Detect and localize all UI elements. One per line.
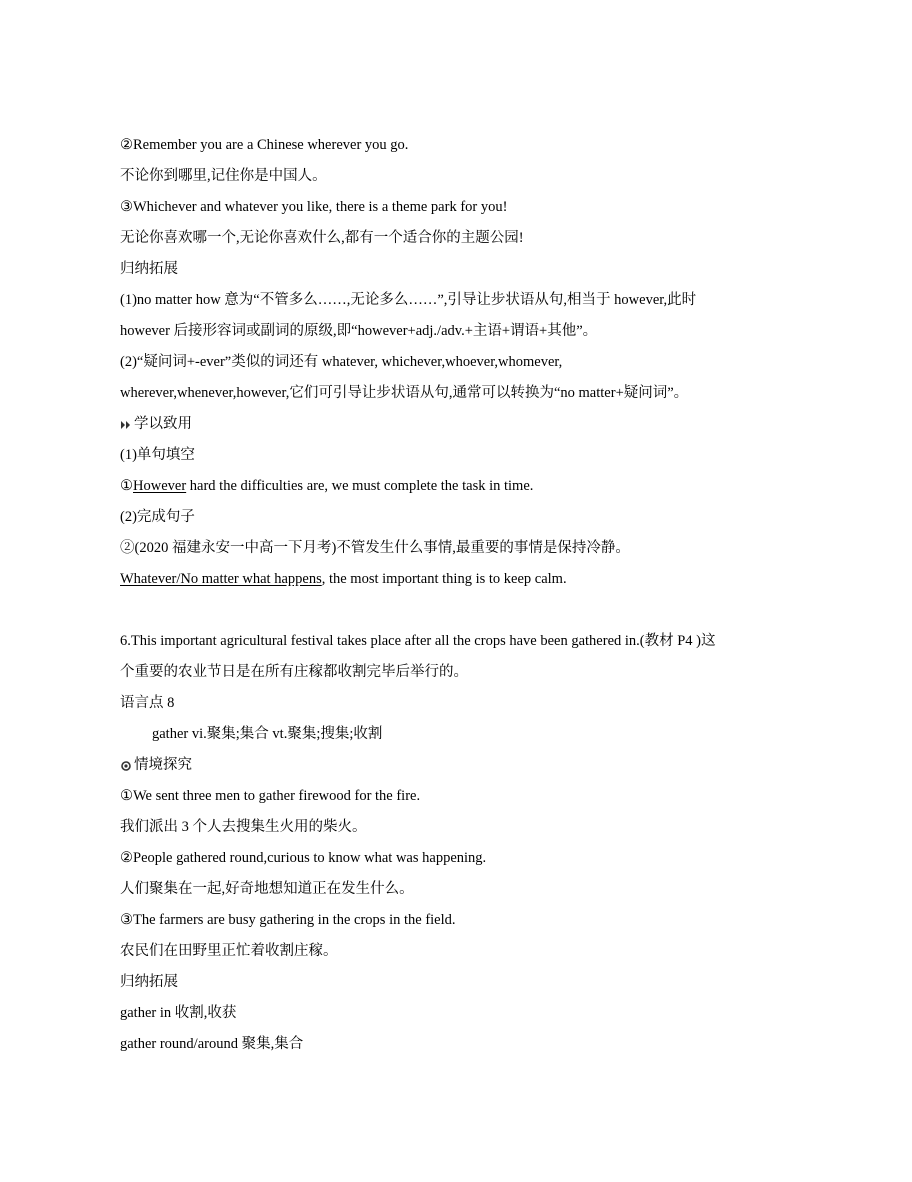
- context-heading-label: 情境探究: [134, 757, 192, 773]
- gather-example-3-english: ③The farmers are busy gathering in the crops in the field.: [120, 912, 456, 928]
- fill-item-number: ①: [120, 478, 133, 494]
- complete-heading: (2)完成句子: [120, 509, 195, 525]
- point-6-line-2: 个重要的农业节日是在所有庄稼都收割完毕后举行的。: [120, 664, 468, 680]
- phrase-gather-in: gather in 收割,收获: [120, 1005, 237, 1021]
- example-3-english: ③Whichever and whatever you like, there is a theme park for you!: [120, 199, 508, 215]
- complete-answer-line: [120, 564, 800, 595]
- fill-item-text: hard the difficulties are, we must complete the task in time.: [186, 478, 534, 494]
- language-point-label: 语言点 8: [120, 695, 175, 711]
- fill-heading: (1)单句填空: [120, 447, 195, 463]
- summary-point-2-line-1: (2)“疑问词+-ever”类似的词还有 whatever, whichever,whoever,whomever,: [120, 354, 563, 370]
- example-2-english: ②Remember you are a Chinese wherever you go.: [120, 137, 409, 153]
- gather-example-2-english: ②People gathered round,curious to know what was happening.: [120, 850, 487, 866]
- summary-point-1-line-1: (1)no matter how 意为“不管多么……,无论多么……”,引导让步状语从句,相当于 however,此时: [120, 292, 697, 308]
- complete-answer-rest: , the most important thing is to keep calm.: [321, 571, 567, 587]
- complete-answer: Whatever/No matter what happens: [120, 571, 322, 587]
- gather-example-1-english: ①We sent three men to gather firewood for the fire.: [120, 788, 421, 804]
- summary-heading-2: 归纳拓展: [120, 974, 178, 990]
- swirl-icon: [120, 761, 132, 771]
- apply-heading-label: 学以致用: [134, 416, 192, 432]
- fill-item: [120, 471, 800, 502]
- context-heading: [120, 750, 800, 781]
- example-3-chinese: 无论你喜欢哪一个,无论你喜欢什么,都有一个适合你的主题公园!: [120, 230, 524, 246]
- fill-item-answer: However: [133, 478, 187, 494]
- double-arrow-icon: [120, 420, 132, 430]
- spacer: [120, 595, 800, 626]
- gather-example-2-chinese: 人们聚集在一起,好奇地想知道正在发生什么。: [120, 881, 414, 897]
- summary-point-2-line-2: wherever,whenever,however,它们可引导让步状语从句,通常可以转换为“no matter+疑问词”。: [120, 385, 689, 401]
- gather-definition: gather vi.聚集;集合 vt.聚集;搜集;收割: [152, 726, 383, 742]
- gather-example-1-chinese: 我们派出 3 个人去搜集生火用的柴火。: [120, 819, 367, 835]
- point-6-line-1: 6.This important agricultural festival takes place after all the crops have been gathered in.(教材 P4 )这: [120, 633, 716, 649]
- document-page: [120, 130, 800, 1060]
- summary-point-1-line-2: however 后接形容词或副词的原级,即“however+adj./adv.+主语+谓语+其他”。: [120, 323, 598, 339]
- summary-heading: 归纳拓展: [120, 261, 178, 277]
- gather-example-3-chinese: 农民们在田野里正忙着收割庄稼。: [120, 943, 338, 959]
- phrase-gather-round: gather round/around 聚集,集合: [120, 1036, 304, 1052]
- example-2-chinese: 不论你到哪里,记住你是中国人。: [120, 168, 327, 184]
- complete-item: ②(2020 福建永安一中高一下月考)不管发生什么事情,最重要的事情是保持冷静。: [120, 540, 630, 556]
- apply-heading: [120, 409, 800, 440]
